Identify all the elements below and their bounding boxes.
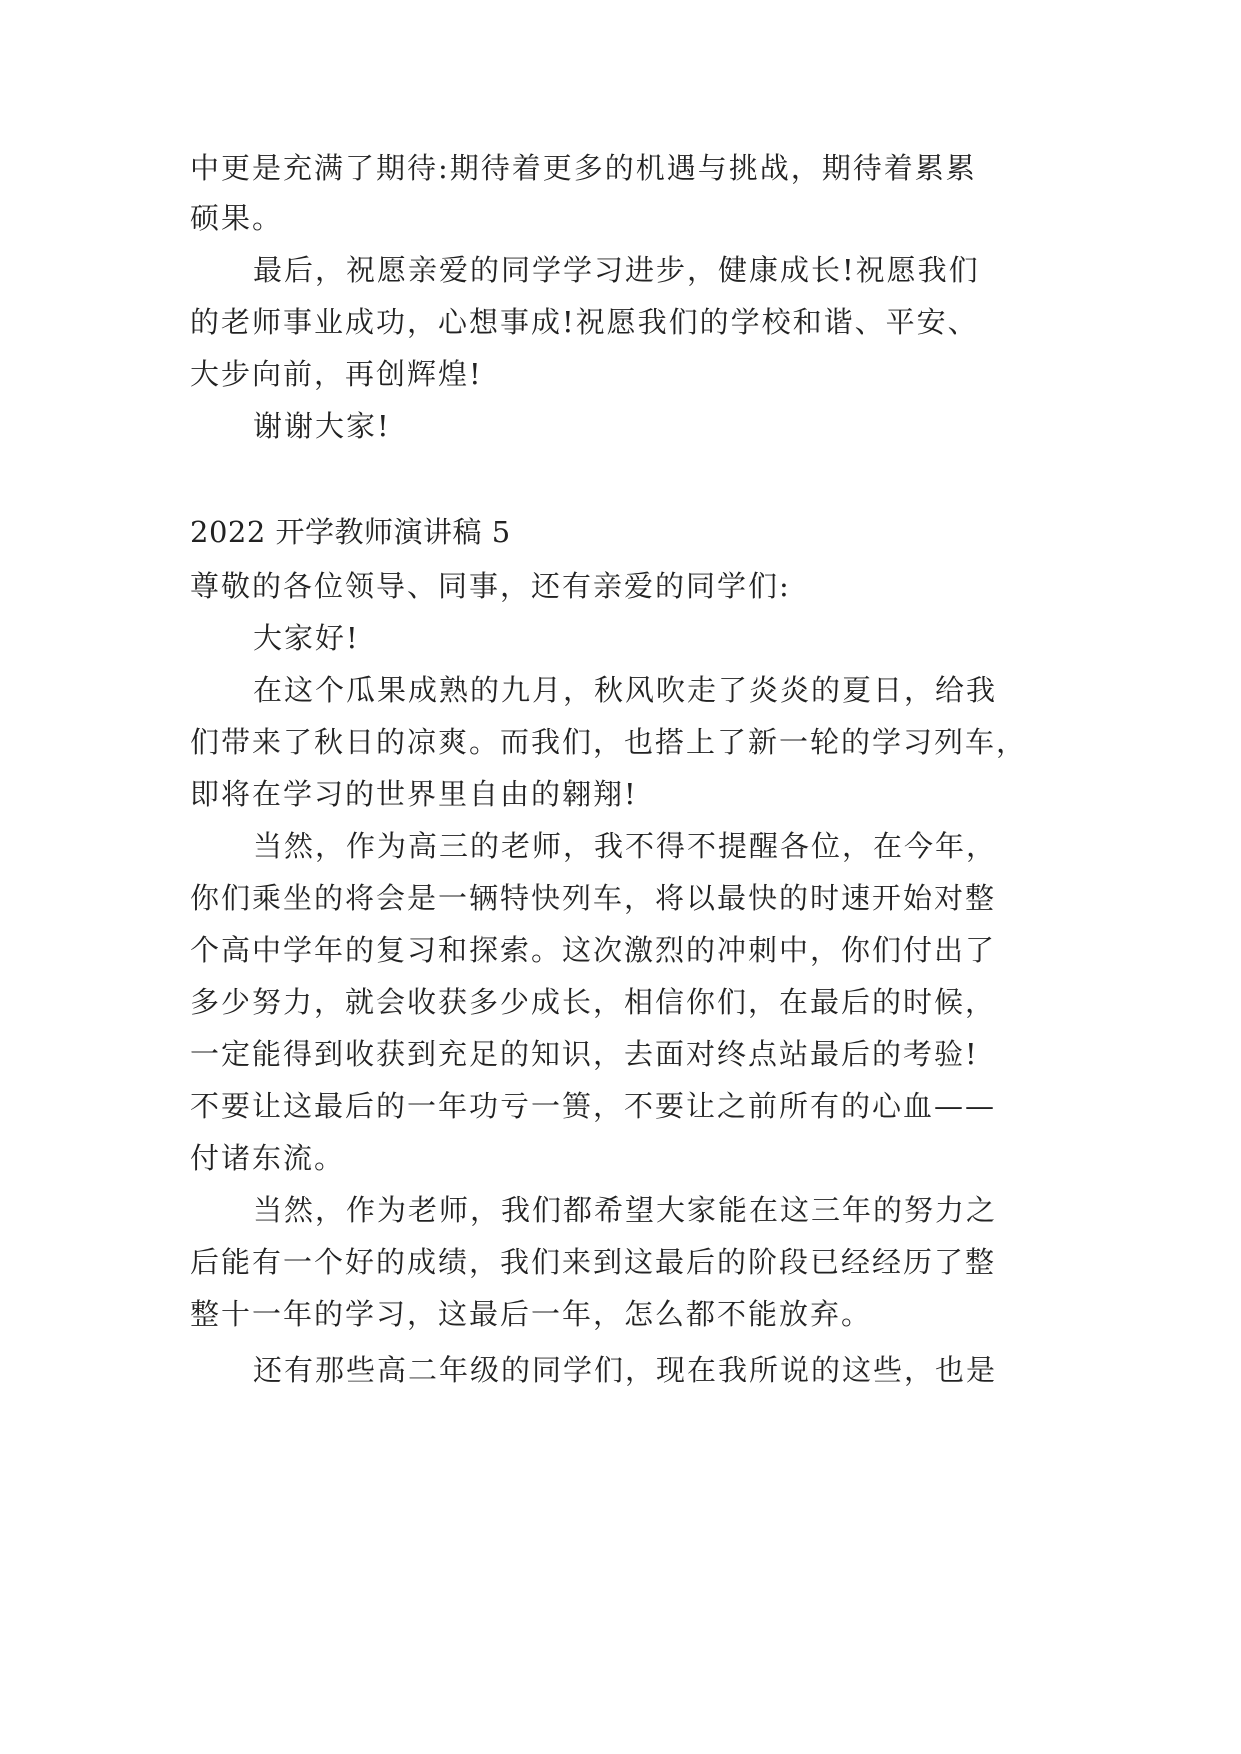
paragraph-line: 还有那些高二年级的同学们，现在我所说的这些，也是 [253, 1353, 998, 1387]
paragraph-line: 付诸东流。 [190, 1141, 346, 1175]
paragraph-line: 硕果。 [190, 201, 284, 235]
paragraph-line: 的老师事业成功，心想事成!祝愿我们的学校和谐、平安、 [190, 305, 979, 339]
paragraph-line: 个高中学年的复习和探索。这次激烈的冲刺中，你们付出了 [190, 933, 997, 967]
paragraph-line: 在这个瓜果成熟的九月，秋风吹走了炎炎的夏日，给我 [253, 673, 998, 707]
paragraph-line: 最后，祝愿亲爱的同学学习进步，健康成长!祝愿我们 [253, 253, 980, 287]
paragraph-line: 你们乘坐的将会是一辆特快列车，将以最快的时速开始对整 [190, 881, 997, 915]
paragraph-line: 当然，作为老师，我们都希望大家能在这三年的努力之 [253, 1193, 998, 1227]
greeting-line: 大家好! [253, 621, 360, 655]
paragraph-line: 即将在学习的世界里自由的翱翔! [190, 777, 638, 811]
paragraph-line: 多少努力，就会收获多少成长，相信你们，在最后的时候， [190, 985, 997, 1019]
paragraph-line: 一定能得到收获到充足的知识，去面对终点站最后的考验! [190, 1037, 979, 1071]
paragraph-line: 后能有一个好的成绩，我们来到这最后的阶段已经经历了整 [190, 1245, 997, 1279]
paragraph-line: 中更是充满了期待:期待着更多的机遇与挑战，期待着累累 [190, 151, 977, 185]
paragraph-line: 大步向前，再创辉煌! [190, 357, 483, 391]
section-title: 2022 开学教师演讲稿 5 [190, 515, 511, 549]
salutation-line: 尊敬的各位领导、同事，还有亲爱的同学们: [190, 569, 791, 603]
paragraph-line: 当然，作为高三的老师，我不得不提醒各位，在今年， [253, 829, 998, 863]
paragraph-line: 谢谢大家! [253, 409, 391, 443]
paragraph-line: 们带来了秋日的凉爽。而我们，也搭上了新一轮的学习列车， [190, 725, 1028, 759]
paragraph-line: 不要让这最后的一年功亏一篑，不要让之前所有的心血—— [190, 1089, 997, 1123]
paragraph-line: 整十一年的学习，这最后一年，怎么都不能放弃。 [190, 1297, 873, 1331]
